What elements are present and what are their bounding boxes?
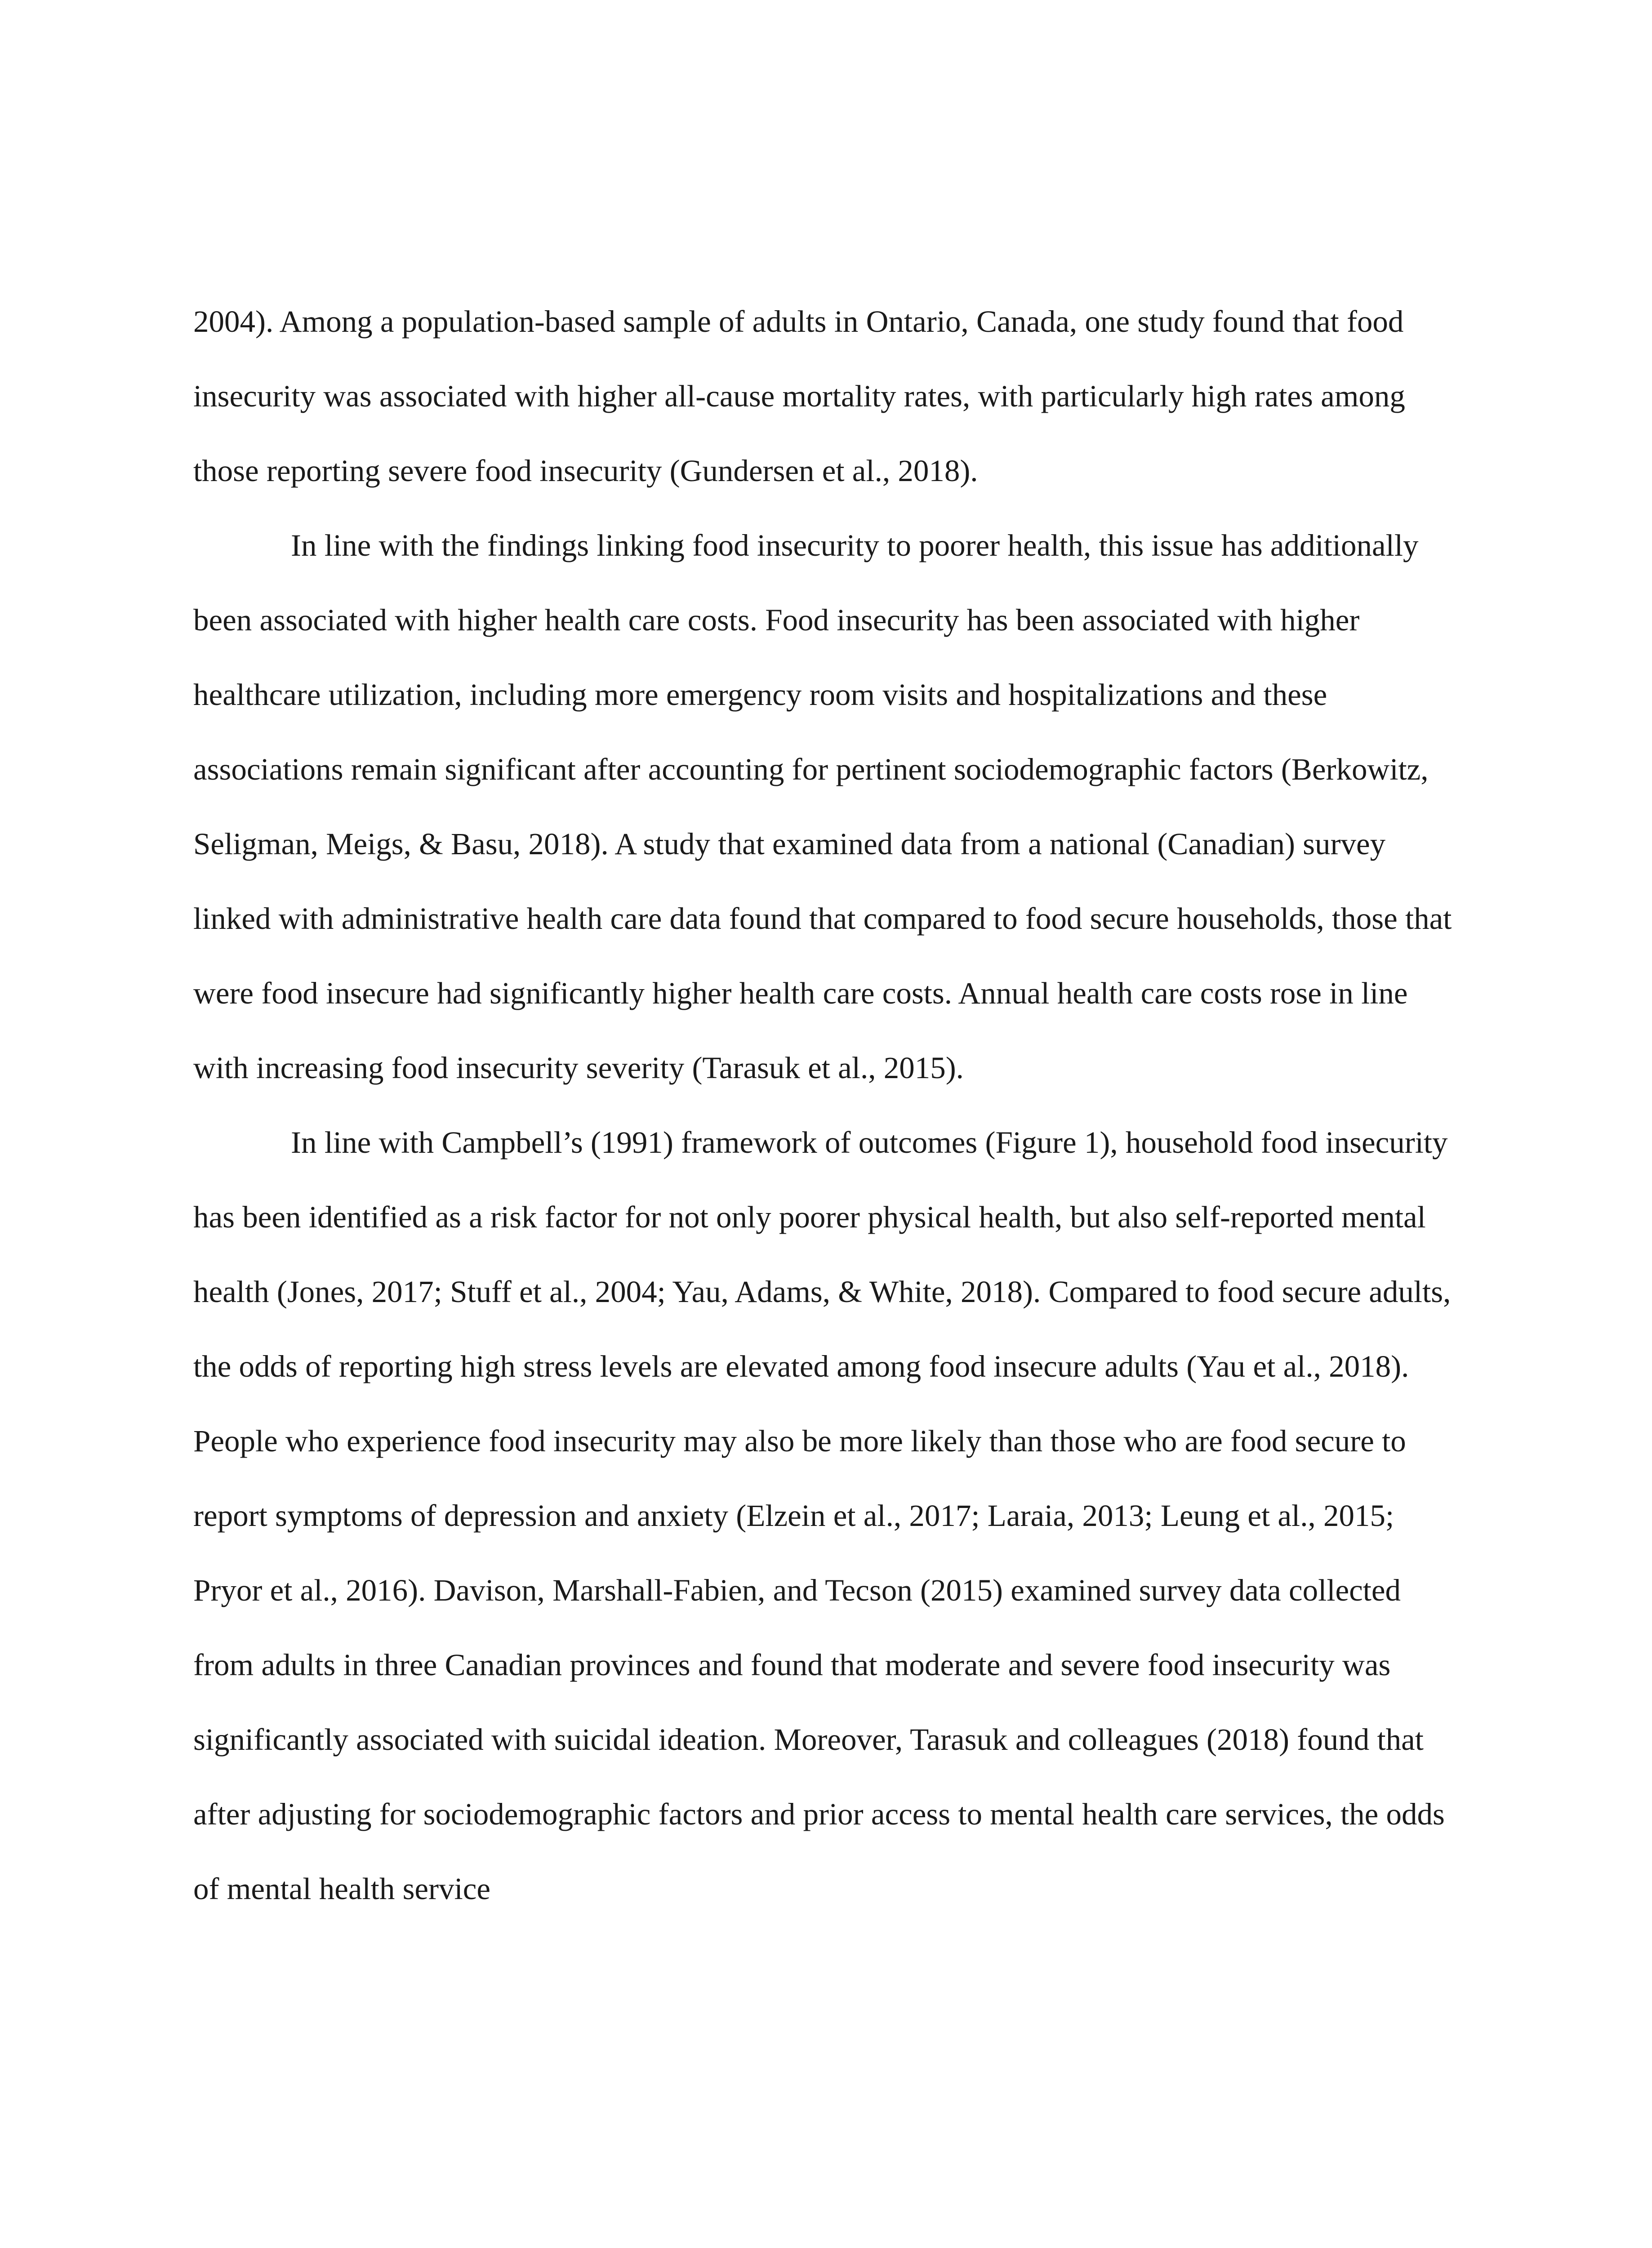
paragraph-mental-health: In line with Campbell’s (1991) framework of outcomes (Figure 1), household food insecurity has been identified as a risk factor for not only poorer physical health, but also self-reported mental health (Jones, 2017; Stuff et al., 2004; Yau, Adams, & White, 2018). Compared to food secure adults, the odds of reporting high stress levels are elevated among food insecure adults (Yau et al., 2018). People who experience food insecurity may also be more likely than those who are food secure to report symptoms of depression and anxiety (Elzein et al., 2017; Laraia, 2013; Leung et al., 2015; Pryor et al., 2016). Davison, Marshall-Fabien, and Tecson (2015) examined survey data collected from adults in three Canadian provinces and found that moderate and severe food insecurity was significantly associated with suicidal ideation. Moreover, Tarasuk and colleagues (2018) found that after adjusting for sociodemographic factors and prior access to mental health care services, the odds of mental health service bbox=[193, 1125, 1451, 1906]
paragraph-continuation: 2004). Among a population-based sample of adults in Ontario, Canada, one study found that food insecurity was associated with higher all-cause mortality rates, with particularly high rates among those reporting severe food insecurity (Gundersen et al., 2018). bbox=[193, 304, 1405, 488]
body-text bbox=[193, 284, 1459, 1926]
paragraph-health-care-costs: In line with the findings linking food insecurity to poorer health, this issue has additionally been associated with higher health care costs. Food insecurity has been associated with higher healthcare utilization, including more emergency room visits and hospitalizations and these associations remain significant after accounting for pertinent sociodemographic factors (Berkowitz, Seligman, Meigs, & Basu, 2018). A study that examined data from a national (Canadian) survey linked with administrative health care data found that compared to food secure households, those that were food insecure had significantly higher health care costs. Annual health care costs rose in line with increasing food insecurity severity (Tarasuk et al., 2015). bbox=[193, 528, 1452, 1085]
